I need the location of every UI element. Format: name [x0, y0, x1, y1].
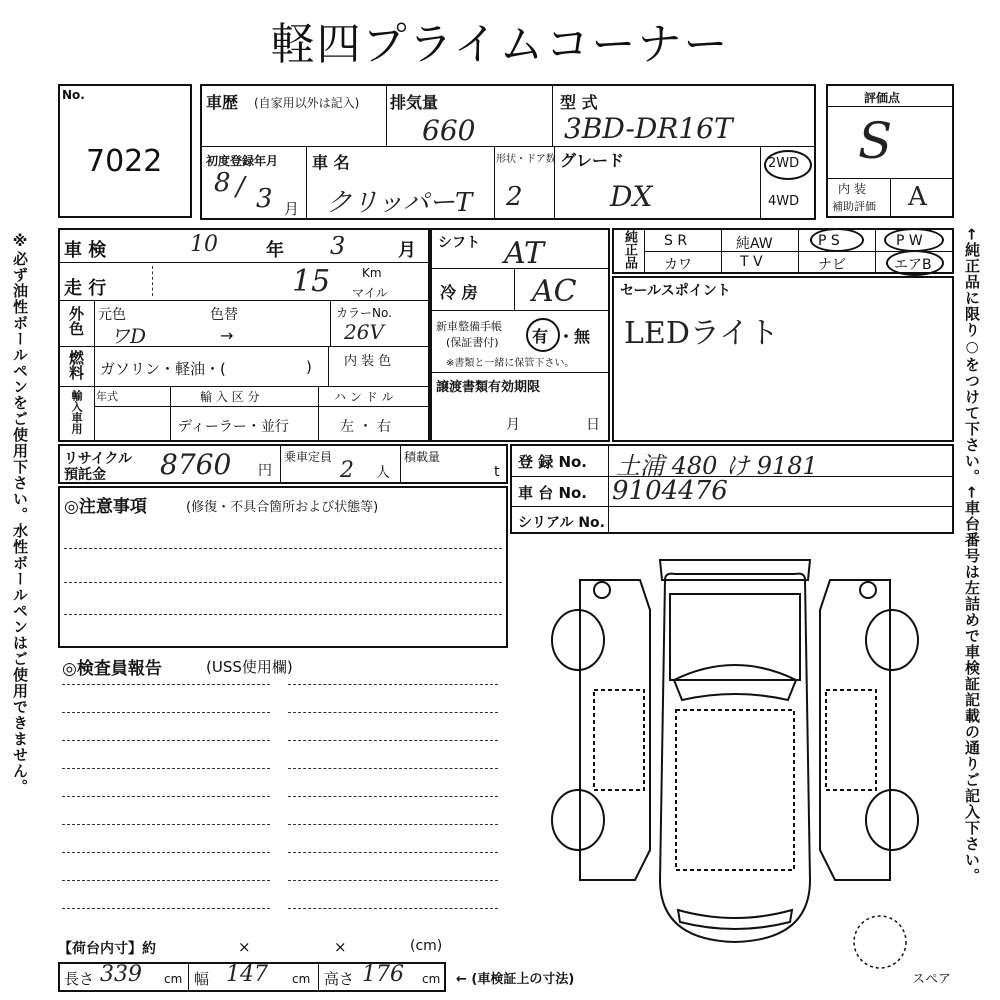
load-unit: t — [494, 464, 500, 480]
chassis-label: 車 台 No. — [518, 484, 588, 502]
shaken-label: 車 検 — [64, 240, 107, 261]
color-orig-label: 元色 — [98, 307, 126, 323]
first-reg-slash: / — [236, 172, 245, 202]
notes-block — [58, 486, 508, 648]
import-handle-label: ハ ン ド ル — [334, 390, 394, 404]
capacity-value: 2 — [340, 458, 354, 483]
wheel-rear-right — [866, 790, 918, 850]
sales-point-value: LEDライト — [624, 316, 779, 351]
doors-value: 2 — [506, 182, 523, 212]
fuel-label: 燃料 — [67, 350, 85, 380]
width-unit: cm — [292, 972, 311, 986]
mileage-label: 走 行 — [64, 278, 107, 299]
aircon-label: 冷 房 — [440, 283, 478, 302]
equip-ps-circle — [810, 228, 864, 252]
import-division-options: ディーラー・並行 — [178, 419, 289, 435]
equip-aw: 純AW — [736, 236, 773, 252]
length-unit: cm — [164, 972, 183, 986]
mileage-value: 15 — [292, 264, 331, 299]
color-outer-label: 外色 — [67, 306, 85, 336]
left-side-panel — [580, 580, 650, 880]
windshield-outline — [674, 665, 796, 700]
fuel-options: ガソリン・軽油・( — [100, 360, 226, 378]
roof-inner — [676, 710, 794, 870]
mileage-unit-km: Km — [362, 266, 382, 280]
manual-no: 無 — [574, 327, 591, 346]
color-arrow: → — [220, 326, 234, 345]
capacity-label: 乗車定員 — [284, 450, 333, 464]
lot-label: No. — [62, 88, 85, 102]
sales-point-box — [612, 276, 954, 442]
side-note-left: ※必ず油性ボールペンをご使用下さい。水性ボールペンはご使用できません。 — [11, 232, 29, 795]
grade-value: DX — [610, 180, 653, 213]
equip-tv: T V — [740, 254, 763, 270]
first-reg-year: 8 — [214, 168, 231, 198]
notes-label: ◎注意事項 — [64, 497, 147, 517]
width-label: 幅 — [194, 970, 210, 988]
load-label: 積載量 — [404, 450, 441, 464]
height-label: 高さ — [324, 970, 355, 988]
cargo-x2: × — [334, 938, 347, 956]
equip-navi: ナビ — [818, 257, 846, 273]
cargo-unit: (cm) — [410, 938, 443, 954]
rear-bumper-outline — [660, 560, 810, 580]
cargo-x1: × — [238, 938, 251, 956]
model-label: 型 式 — [560, 93, 598, 112]
shaken-month: 3 — [330, 232, 346, 260]
side-note-right-top: ←純正品に限り○をつけて下さい。 — [963, 228, 981, 485]
spare-tire — [854, 916, 906, 968]
equipment-label: 純正品 — [622, 230, 637, 269]
mirror-left — [594, 582, 610, 598]
history-note: (自家用以外は記入) — [254, 96, 360, 110]
registration-value: 土浦 480 け 9181 — [616, 452, 818, 480]
cab-outline — [660, 574, 810, 942]
drive-4wd: 4WD — [768, 194, 800, 209]
sales-point-label: セールスポイント — [620, 283, 731, 299]
shaken-year: 10 — [190, 232, 218, 257]
manual-label2: (保証書付) — [446, 336, 499, 349]
score-value: S — [858, 112, 893, 170]
shift-value: AT — [504, 236, 545, 271]
detail-center-block — [430, 228, 610, 442]
width-value: 147 — [226, 962, 268, 987]
doors-label: 形状・ドア数 — [496, 154, 556, 165]
wheel-front-left — [552, 610, 604, 670]
lot-number-box — [58, 84, 192, 218]
manual-note: ※書類と一緒に保管下さい。 — [446, 358, 575, 369]
recycle-unit: 円 — [258, 463, 272, 479]
recycle-value: 8760 — [160, 448, 232, 481]
equip-ps: P S — [818, 233, 840, 249]
equip-airbag: エアB — [894, 257, 932, 273]
inspector-note: (USS使用欄) — [206, 658, 293, 676]
lot-value: 7022 — [86, 144, 163, 179]
displacement-value: 660 — [422, 114, 476, 147]
displacement-label: 排気量 — [390, 93, 439, 112]
length-value: 339 — [100, 962, 142, 987]
interior-score-label2: 補助評価 — [832, 200, 876, 213]
first-reg-unit: 月 — [284, 200, 300, 218]
model-value: 3BD-DR16T — [564, 112, 733, 145]
door-right-dash — [826, 690, 876, 790]
equip-leather: カワ — [664, 257, 692, 273]
import-label: 輸入車用 — [70, 390, 83, 434]
registration-block — [510, 444, 954, 534]
cargo-row — [58, 936, 448, 962]
door-left-dash — [594, 690, 644, 790]
color-change-label: 色替 — [210, 307, 238, 323]
mirror-right — [860, 582, 876, 598]
transfer-day: 日 — [586, 417, 600, 433]
equip-airbag-circle — [886, 250, 944, 276]
serial-label: シリアル No. — [518, 515, 605, 531]
shaken-month-unit: 月 — [398, 240, 416, 261]
length-label: 長さ — [64, 970, 95, 988]
wheel-rear-left — [552, 790, 604, 850]
side-note-right-bottom: ←車台番号は左詰めで車検証記載の通りご記入下さい。 — [963, 486, 981, 884]
first-reg-month: 3 — [256, 184, 273, 214]
first-reg-label: 初度登録年月 — [206, 154, 279, 168]
front-grille — [678, 910, 792, 929]
color-code-label: カラーNo. — [336, 306, 392, 320]
shift-label: シフト — [438, 235, 480, 251]
import-handle-options: 左 ・ 右 — [340, 419, 391, 435]
dims-note: ← (車検証上の寸法) — [456, 972, 575, 987]
transfer-label: 譲渡書類有効期限 — [436, 380, 541, 395]
cargo-label: 【荷台内寸】約 — [58, 941, 156, 957]
recycle-label2: 預託金 — [64, 467, 106, 483]
manual-label: 新車整備手帳 — [436, 320, 502, 333]
car-name-value: クリッパーT — [326, 188, 473, 218]
equip-pw-circle — [884, 228, 944, 252]
color-orig-value: ワD — [110, 324, 147, 348]
drive-2wd: 2WD — [768, 156, 800, 171]
registration-label: 登 録 No. — [518, 453, 588, 471]
interior-score-value: A — [908, 182, 927, 212]
import-year-label: 年式 — [96, 390, 118, 403]
aircon-value: AC — [532, 274, 577, 309]
capacity-unit: 人 — [376, 465, 390, 481]
detail-left-block — [58, 228, 430, 442]
dimension-row — [58, 962, 446, 992]
import-division-label: 輸 入 区 分 — [200, 390, 260, 404]
car-name-label: 車 名 — [312, 153, 350, 172]
inspector-area — [58, 650, 508, 930]
page-title: 軽四プライムコーナー — [270, 19, 730, 70]
manual-sep: ・ — [558, 327, 575, 346]
equip-sr: S R — [664, 233, 688, 249]
score-box — [826, 84, 954, 218]
wheel-front-right — [866, 610, 918, 670]
interior-color-label: 内 装 色 — [344, 354, 392, 369]
right-side-panel — [820, 580, 890, 880]
transfer-month: 月 — [506, 417, 520, 433]
manual-yes: 有 — [532, 327, 549, 346]
history-label: 車歴 — [206, 93, 239, 112]
vehicle-info-block — [200, 84, 816, 220]
height-unit: cm — [422, 972, 441, 986]
color-code-value: 26V — [344, 320, 384, 344]
equip-pw: P W — [896, 233, 923, 249]
chassis-value: 9104476 — [612, 476, 728, 506]
bed-outline — [670, 594, 800, 680]
fuel-options-close: ) — [306, 358, 312, 376]
recycle-label: リサイクル — [64, 451, 133, 467]
recycle-row — [58, 444, 508, 484]
truck-diagram — [550, 550, 930, 970]
notes-note: (修復・不具合箇所および状態等) — [186, 500, 379, 515]
score-label: 評価点 — [864, 91, 901, 105]
interior-score-label: 内 装 — [838, 182, 866, 196]
shaken-year-unit: 年 — [266, 240, 284, 261]
grade-label: グレード — [560, 151, 625, 170]
spare-label: スペア — [912, 972, 952, 987]
mileage-unit-mile: マイル — [352, 286, 388, 300]
equipment-grid — [612, 228, 954, 274]
height-value: 176 — [362, 962, 404, 987]
inspector-label: ◎検査員報告 — [62, 659, 162, 679]
